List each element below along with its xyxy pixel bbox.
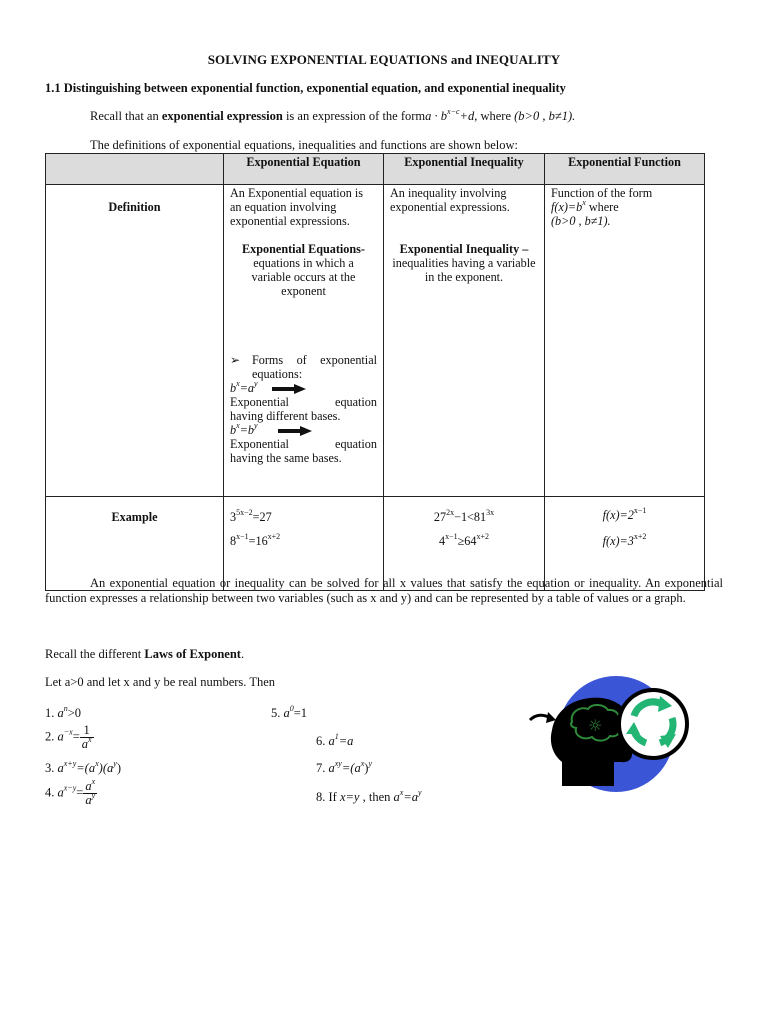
law-5: 5. $a^0=1$ <box>271 704 308 720</box>
function-def-text: Function of the form <box>551 186 653 200</box>
header-equation: Exponential Equation <box>224 154 384 185</box>
equation-def-text: An Exponential equation is an equation involving exponential expressions. <box>230 186 364 228</box>
right-arrow-icon <box>272 384 306 394</box>
section-heading: 1.1 Distinguishing between exponential function, exponential equation, and exponential inequality <box>45 81 566 95</box>
curved-arrow-head <box>546 712 556 723</box>
inequality-example-2: $4^{x-1}\ge 64^{x+2}$ <box>438 532 489 548</box>
equation-example-2: $8^{x-1}=16^{x+2}$ <box>230 532 281 548</box>
law-8: 8. If x=y , then $a^x=a^y$ <box>316 788 422 804</box>
form2-line: $b^x=b^y$ <box>230 423 377 437</box>
right-arrow-icon <box>278 426 312 436</box>
law-6: 6. $a^1=a$ <box>316 732 354 748</box>
equation-def-bold: Exponential Equations- <box>242 242 365 256</box>
inequality-definition-cell <box>384 185 545 497</box>
law-1: 1. $a^n>0$ <box>45 704 82 720</box>
form2-desc-b: having the same bases. <box>230 451 342 465</box>
forms-block <box>230 353 377 465</box>
inequality-def-block <box>390 242 538 284</box>
example-label: Example <box>46 497 224 591</box>
definition-label: Definition <box>46 185 224 497</box>
recall-where: , where <box>474 109 515 123</box>
header-inequality: Exponential Inequality <box>384 154 545 185</box>
equation-example-1: $3^{5x-2}=27$ <box>230 508 272 524</box>
form1-line: $b^x=a^y$ <box>230 381 377 395</box>
laws-heading: Recall the different Laws of Exponent. <box>45 647 245 661</box>
law-2: 2. $a^{-x}=$ $\frac{1}{a^x}$ <box>45 723 92 751</box>
law-4-fraction: $\frac{a^x}{a^y}$ <box>85 777 96 807</box>
equation-def-sub: equations in which a variable occurs at the exponent <box>251 256 356 298</box>
forms-label: Forms of exponential equations: <box>252 353 377 381</box>
function-def-condition: (b>0 , b≠1). <box>551 214 611 228</box>
function-def-form: $f(x)=b^x$ where <box>551 198 619 214</box>
function-definition-cell <box>545 185 705 497</box>
recall-condition: (b>0 , b≠1). <box>514 109 576 123</box>
bullet-arrow-icon: ➢ <box>230 353 241 367</box>
inequality-def-bold: Exponential Inequality – <box>399 242 529 256</box>
definitions-intro: The definitions of exponential equations, inequalities and functions are shown below: <box>90 138 519 152</box>
document-title: SOLVING EXPONENTIAL EQUATIONS and INEQUALITY <box>207 52 561 67</box>
explanation-text: An exponential equation or inequality can be solved for all x values that satisfy the equation or inequality. An exponential function expresses a relationship between two variables (such as x and y) and can be represented by a table of values or a graph. <box>45 576 723 605</box>
header-function: Exponential Function <box>545 154 705 185</box>
explanation-paragraph <box>45 576 723 605</box>
definition-row <box>46 185 705 497</box>
function-example-2: $f(x)=3^{x+2}$ <box>602 532 647 548</box>
law-2-fraction: $\frac{1}{a^x}$ <box>81 723 92 751</box>
law-7: 7. $a^{xy}=(a^x)^y$ <box>316 759 373 775</box>
definitions-table <box>45 153 705 591</box>
equation-def-block <box>230 242 377 298</box>
header-empty-cell <box>46 154 224 185</box>
inequality-def-text: An inequality involving exponential expressions. <box>390 186 510 214</box>
expression-form: $a \cdot b^{x-c}+d$ <box>425 107 475 123</box>
recall-text: Recall that an <box>90 109 162 123</box>
law-4: 4. $a^{x-y}=$ $\frac{a^x}{a^y}$ <box>45 777 96 807</box>
forms-bullet-line <box>230 353 377 381</box>
equation-definition-cell <box>224 185 384 497</box>
inequality-example-1: $27^{2x}-1<81^{3x}$ <box>433 508 495 524</box>
function-example-1: $f(x)=2^{x-1}$ <box>602 506 647 522</box>
recall-bold-term: exponential expression <box>161 109 283 123</box>
recall-expression-line <box>90 109 575 124</box>
let-statement: Let a>0 and let x and y be real numbers. Then <box>45 675 276 689</box>
form2-desc-a: Exponential equation <box>230 437 377 451</box>
form1-desc-b: having different bases. <box>230 409 341 423</box>
head-thinking-icon <box>522 676 712 794</box>
recall-text-middle: is an expression of the form <box>282 109 426 123</box>
inequality-def-sub: inequalities having a variable in the exponent. <box>392 256 536 284</box>
law-3: 3. $a^{x+y}=(a^x)(a^y)$ <box>45 759 121 775</box>
form1-desc-a: Exponential equation <box>230 395 377 409</box>
table-header-row <box>46 154 705 185</box>
brain-gears-icon: ☼ <box>588 716 603 735</box>
